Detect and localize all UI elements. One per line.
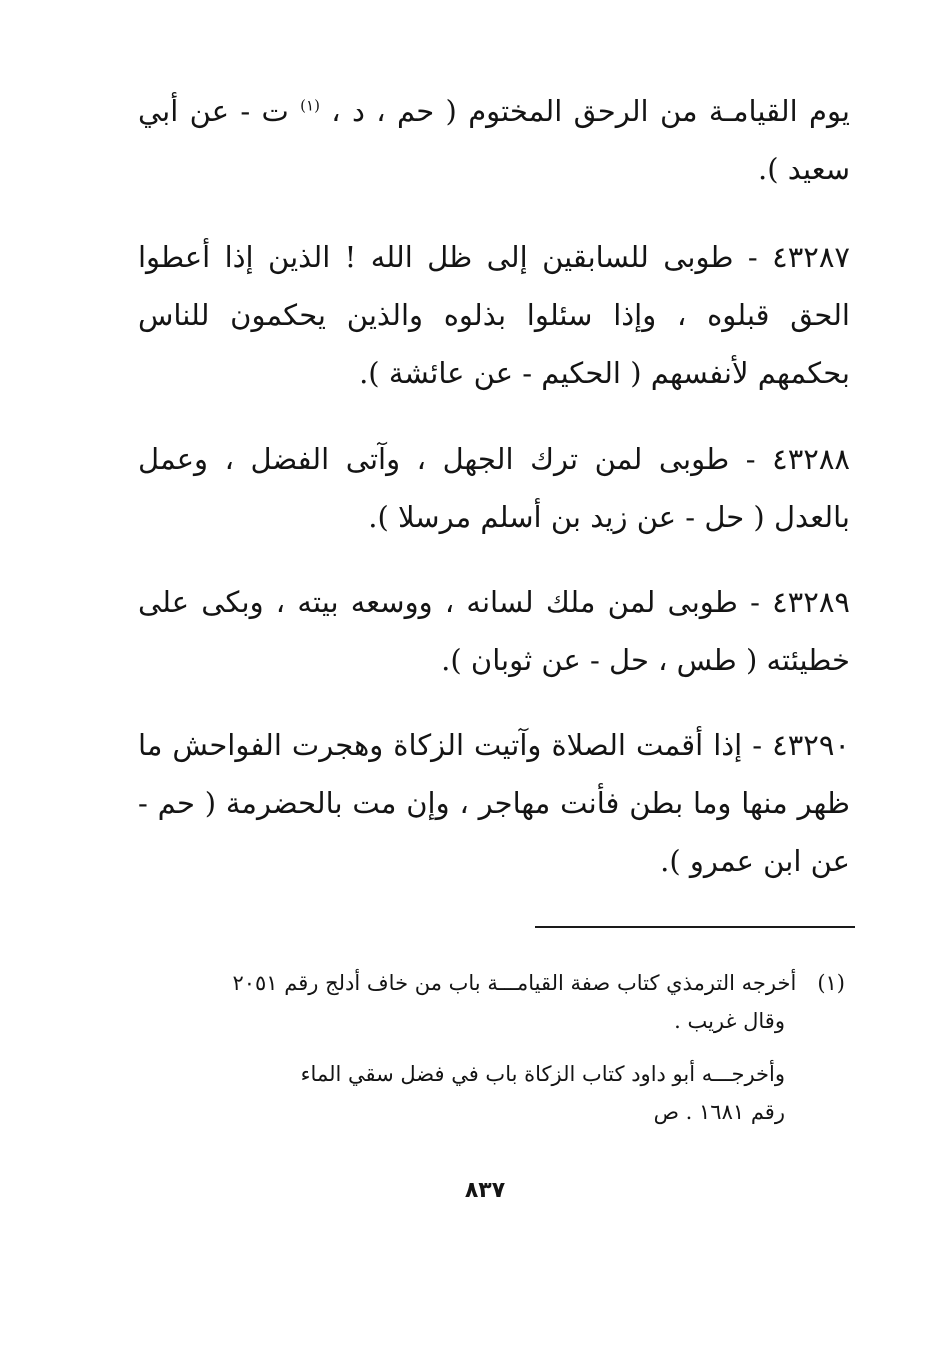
footnote-1 — [130, 964, 845, 1040]
hadith-number: ٤٣٢٩٠ — [772, 728, 851, 762]
hadith-entry-4289 — [138, 573, 850, 689]
hadith-entry-4288 — [138, 430, 850, 546]
hadith-entry-4287 — [138, 228, 850, 402]
footnote-2-line-2: رقم ١٦٨١ . ص — [653, 1100, 785, 1124]
hadith-text: - إذا أقمت الصلاة وآتيت الزكاة وهجرت الفواحش ما ظهر منها وما بطن فأنت مهاجر ، وإن مت بالحضرمة ( حم - عن ابن عمرو ). — [138, 728, 850, 878]
page-number: ٨٣٧ — [464, 1178, 506, 1203]
hadith-text: - طوبى لمن ترك الجهل ، وآتى الفضل ، وعمل بالعدل ( حل - عن زيد بن أسلم مرسلا ). — [138, 442, 850, 534]
hadith-text: - طوبى للسابقين إلى ظل الله ! الذين إذا أعطوا الحق قبلوه ، وإذا سئلوا بذلوه والذين يحكمون للناس بحكمهم لأنفسهم ( الحكيم - عن عائشة ). — [138, 240, 850, 390]
hadith-number: ٤٣٢٨٨ — [772, 442, 851, 476]
footnote-1-line-2: وقال غريب . — [674, 1009, 785, 1033]
hadith-text: - طوبى لمن ملك لسانه ، ووسعه بيته ، وبكى على خطيئته ( طس ، حل - عن ثوبان ). — [138, 585, 850, 677]
hadith-number: ٤٣٢٨٩ — [772, 585, 850, 619]
footnote-1-line-1: أخرجه الترمذي كتاب صفة القيامـــة باب من خاف أدلج رقم ٢٠٥١ — [232, 971, 797, 995]
hadith-number: ٤٣٢٨٧ — [772, 240, 851, 274]
footnote-2 — [130, 1055, 845, 1131]
entry-text-after-footnote: ت - عن أبي سعيد ). — [138, 94, 850, 186]
footnote-marker: (١) — [817, 971, 845, 995]
footnote-divider — [535, 926, 855, 928]
footnote-reference-1: (١) — [300, 96, 320, 115]
hadith-entry-continuation — [138, 82, 850, 198]
footnote-2-line-1: وأخرجـــه أبو داود كتاب الزكاة باب في فضل سقي الماء — [300, 1062, 785, 1086]
entry-text-before-footnote: يوم القيامـة من الرحق المختوم ( حم ، د ، — [319, 94, 850, 128]
hadith-entry-4290 — [138, 716, 850, 890]
